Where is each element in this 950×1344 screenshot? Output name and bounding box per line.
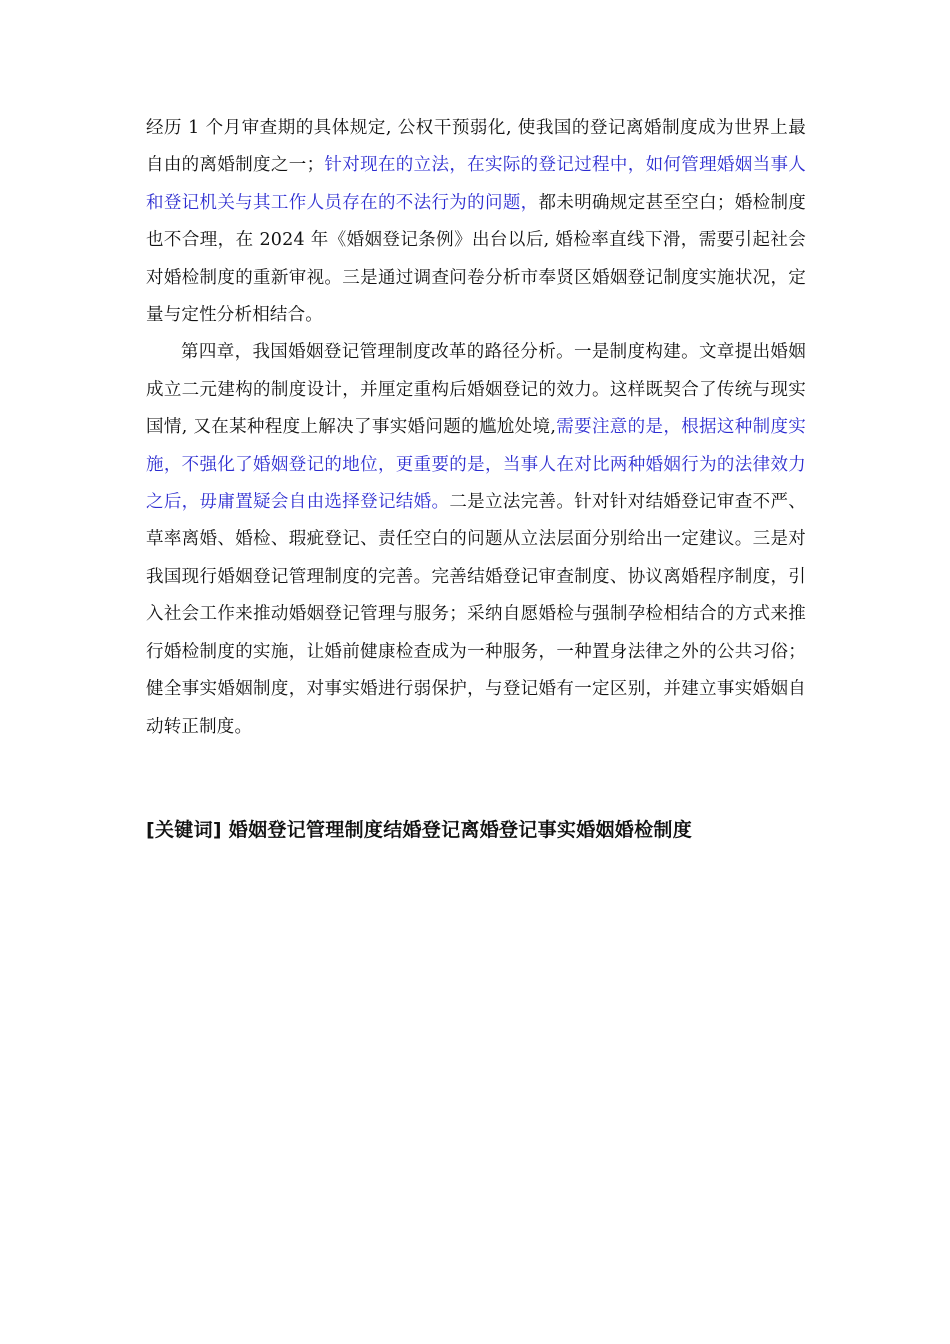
keywords-line bbox=[146, 812, 846, 848]
document-body bbox=[146, 110, 806, 746]
paragraph-continuation bbox=[146, 110, 806, 334]
keywords-label: [关键词] bbox=[146, 819, 222, 841]
paragraph-2-text: 第四章，我国婚姻登记管理制度改革的路径分析。一是制度构建。文章提出婚姻成立二元建构的制度设计，并厘定重构后婚姻登记的效力。这样既契合了传统与现实国情, 又在某种程度上解决了事实婚问题的尴尬处境, bbox=[146, 342, 806, 438]
paragraph-1-highlight: 针对现在的立法，在实际的登记过程中，如何管理婚姻当事人和登记机关与其工作人员存在的不法行为的问题， bbox=[146, 155, 806, 213]
paragraph-chapter-four bbox=[146, 334, 806, 745]
keywords-terms: 婚姻登记管理制度结婚登记离婚登记事实婚姻婚检制度 bbox=[228, 819, 692, 841]
paragraph-2-text-end: 二是立法完善。针对针对结婚登记审查不严、草率离婚、婚检、瑕疵登记、责任空白的问题从立法层面分别给出一定建议。三是对我国现行婚姻登记管理制度的完善。完善结婚登记审查制度、协议离婚程序制度，引入社会工作来推动婚姻登记管理与服务；采纳自愿婚检与强制孕检相结合的方式来推行婚检制度的实施，让婚前健康检查成为一种服务，一种置身法律之外的公共习俗；健全事实婚姻制度，对事实婚进行弱保护，与登记婚有一定区别，并建立事实婚姻自动转正制度。 bbox=[146, 492, 806, 737]
paragraph-2-highlight: 需要注意的是，根据这种制度实施，不强化了婚姻登记的地位，更重要的是，当事人在对比两种婚姻行为的法律效力之后，毋庸置疑会自由选择登记结婚。 bbox=[146, 417, 806, 513]
paragraph-1-text: 经历 1 个月审查期的具体规定, 公权干预弱化, 使我国的登记离婚制度成为世界上最自由的离婚制度之一； bbox=[146, 118, 806, 176]
paragraph-1-text-end: 都未明确规定甚至空白；婚检制度也不合理，在 2024 年《婚姻登记条例》出台以后, 婚检率直线下滑，需要引起社会对婚检制度的重新审视。三是通过调查问卷分析市奉贤区婚姻登记制度实施状况，定量与定性分析相结合。 bbox=[146, 192, 806, 326]
